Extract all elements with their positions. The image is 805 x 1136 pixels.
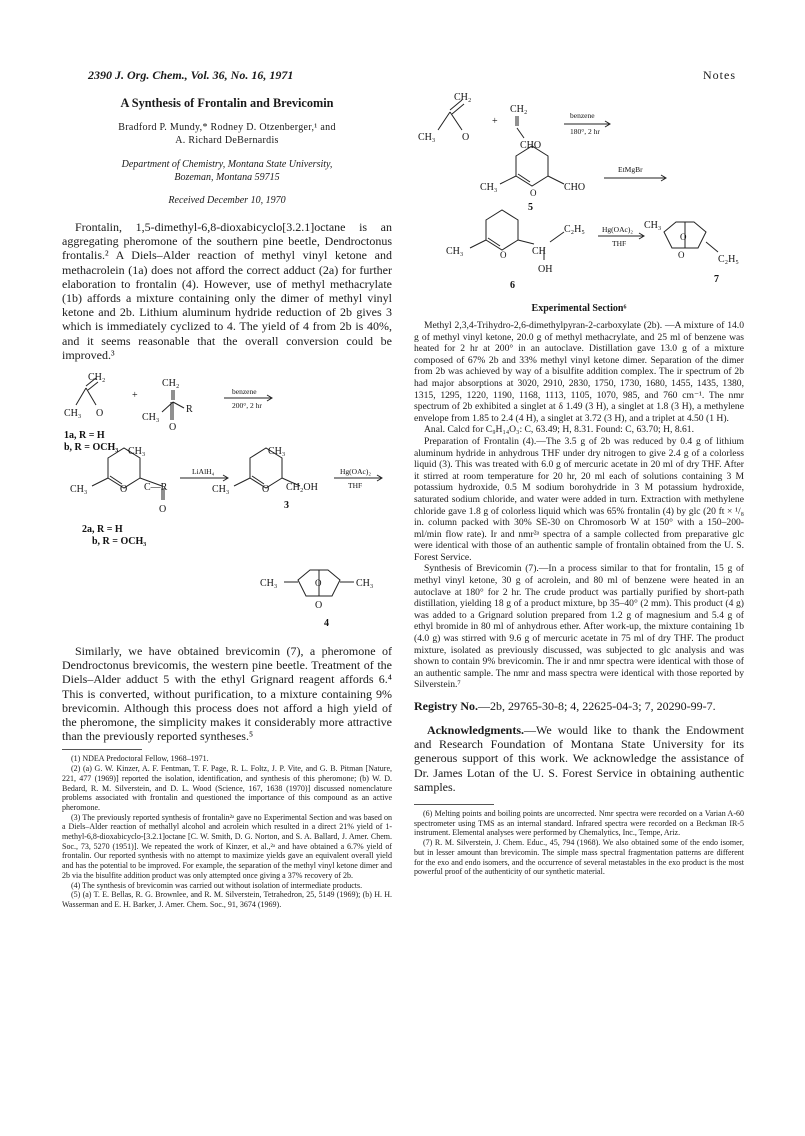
reaction-scheme-frontalin (62, 368, 392, 638)
authors-line-2: A. Richard DeBernardis (175, 135, 279, 146)
running-header (88, 68, 736, 88)
reagent-hg-right: Hg(OAc)₂ (602, 225, 633, 234)
footnote-7: (7) R. M. Silverstein, J. Chem. Educ., 45, 794 (1968). We also obtained some of the endo isomer, but in lesser amount than brevicomin. The simple mass spectral fragmentation patterns are different for the exo and endo isomers, and the occurrence of several metastables in the exo product is the most powerful proof of the authenticity of our synthetic material. (414, 838, 744, 877)
svg-text:CH₃: CH₃ (446, 246, 464, 257)
svg-text:CH₃: CH₃ (644, 220, 662, 231)
experimental-frontalin: Preparation of Frontalin (4).—The 3.5 g of 2b was reduced by 0.4 g of lithium aluminum hydride in anhydrous THF under dry nitrogen to give 2.4 g of a colorless liquid (3). This was treated with 6.0 g of mercuric acetate in 20 ml of dry THF. After it stirred at room temperature for 20 hr, 20 ml each of solutions containing 3 M potassium hydroxide, 0.5 M sodium borohydride in 3 M potassium hydroxide, saturated sodium chloride, and water were added in turn. Extraction with methylene chloride gave 1.8 g of colorless liquid which was 65% frontalin (4) by glc (20 ft × ¹/₈ in. column packed with 30% SE-30 on Chromosorb W at 150° with a 150–200-ml/min flow rate). Ir and nmr²ᵃ spectra of a sample collected from preparative glc were identical with those of an authentic sample of frontalin obtained from the U. S. Forest Service. (414, 435, 744, 563)
label-6: 6 (510, 280, 515, 291)
label-4: 4 (324, 618, 329, 630)
footnote-6: (6) Melting points and boiling points are uncorrected. Nmr spectra were recorded on a Varian A-60 spectrometer using TMS as an internal standard. Infrared spectra were recorded on a Beckman IR-5 instrument. Elemental analyses were performed by Chemalytics, Inc., Tempe, Ariz. (414, 809, 744, 838)
svg-text:CH₃: CH₃ (212, 484, 230, 496)
svg-text:CH₃: CH₃ (70, 484, 88, 496)
svg-text:O: O (315, 578, 322, 589)
svg-text:O: O (530, 188, 537, 198)
svg-text:O: O (169, 422, 177, 434)
svg-text:CH₂OH: CH₂OH (286, 482, 318, 494)
footnote-rule (62, 749, 142, 750)
svg-text:O: O (96, 408, 104, 420)
label-1a: 1a, R = H (64, 430, 105, 442)
registry-text: —2b, 29765-30-8; 4, 22625-04-3; 7, 20290-99-7. (477, 699, 716, 713)
reagent-lialh4: LiAlH₄ (192, 467, 215, 477)
footnote-2: (2) (a) G. W. Kinzer, A. F. Fentman, T. F. Page, R. L. Foltz, J. P. Vite, and G. B. Pitman [Nature, 221, 477 (1969)] reported the isolation, identification, and synthesis of this pheromone; (b) W. D. Bedard, R. M. Silverstein, and D. L. Wood (Science, 167, 1638 (1970)] discussed nomenclature problems associated with frontalin and questioned the importance of this compound as an active pheromone. (62, 764, 392, 812)
svg-text:O: O (678, 250, 685, 260)
svg-text:CH₃: CH₃ (142, 412, 160, 424)
experimental-analysis: Anal. Calcd for C₉H₁₄O₃: C, 63.49; H, 8.31. Found: C, 63.70; H, 8.61. (424, 424, 695, 436)
svg-text:CH₃: CH₃ (64, 408, 82, 420)
ack-text: —We would like to thank the Endowment and Research Foundation of Montana State University for its generous support of this work. We acknowledge the assistance of Dr. James Lotan of the U. S. Forest Service in obtaining authentic samples. (414, 723, 744, 794)
label-1b: b, R = OCH₃ (64, 442, 119, 454)
experimental-heading: Experimental Section⁶ (531, 303, 627, 314)
footnote-4: (4) The synthesis of brevicomin was carried out without isolation of intermediate products. (71, 880, 363, 890)
svg-text:O: O (120, 484, 128, 496)
svg-text:C₂H₅: C₂H₅ (564, 224, 585, 235)
footnote-3: (3) The previously reported synthesis of frontalin²ᵃ gave no Experimental Section and was based on a Diels–Alder reaction of methallyl alcohol and acrolein which resulted in a direct 21% yield of 1-methyl-6,8-dioxabicyclo-[3.2.1]octane [C. W. Smith, D. G. Norton, and S. A. Ballard, J. Amer. Chem. Soc., 73, 5270 (1951)]. We repeated the work of Kinzer, et al.,²ᵃ and have obtained a 6.7% yield of frontalin. Our reported synthesis with no attempt to maximize yields gave an equivalent overall yield and has the potential to be improved. For example, the separation of the methyl vinyl ketone dimer and 2b via the bisulfite addition product was only attempted once giving a 37% recovery of 2b. (62, 812, 392, 880)
received-date: Received December 10, 1970 (168, 195, 286, 206)
reagent-thf-right: THF (612, 239, 627, 248)
svg-text:O: O (159, 504, 167, 516)
svg-text:C₂H₅: C₂H₅ (718, 254, 739, 265)
reagent-temp-right: 180°, 2 hr (570, 127, 600, 136)
reaction-scheme-brevicomin (414, 92, 744, 297)
registry-numbers (414, 699, 744, 713)
svg-text:CH₃: CH₃ (480, 182, 498, 193)
label-7: 7 (714, 274, 719, 285)
footnote-1: (1) NDEA Predoctoral Fellow, 1968–1971. (71, 754, 209, 764)
reagent-benzene-left: benzene (232, 387, 257, 397)
footnotes-left (62, 754, 392, 909)
experimental-brevicomin: Synthesis of Brevicomin (7).—In a process similar to that for frontalin, 15 g of methyl vinyl ketone, 30 g of acrolein, and 80 ml of benzene were heated in an autoclave at 180° for 2 hr. The crude product was partially purified by short-path distillation, yielding 18 g of a product mixture, bp 35–40° (2 mm). This product (4 g) was added to a Grignard solution prepared from 1.2 g of magnesium and 5.4 g of ethyl bromide in 80 ml of anhydrous ether. After work-up, the mixture containing 1b (4.0 g) was stirred with 9.6 g of mercuric acetate in 75 ml of dry THF. The product mixture, isolated as previously discussed, was subjected to glc analysis and was shown to contain 9% brevicomin. The ir and nmr spectra were identical with those of an authentic sample. The nmr and mass spectra were identical with those reported by Silverstein.⁷ (414, 563, 744, 691)
svg-text:CH: CH (532, 246, 546, 257)
affiliation-line-2: Bozeman, Montana 59715 (174, 172, 280, 183)
affiliation-line-1: Department of Chemistry, Montana State University, (121, 159, 333, 170)
svg-text:OH: OH (538, 264, 553, 275)
svg-text:CH₃: CH₃ (268, 446, 286, 458)
acknowledgments (414, 723, 744, 794)
svg-text:CHO: CHO (520, 140, 542, 151)
label-3: 3 (284, 500, 289, 512)
footnote-rule-right (414, 804, 494, 805)
brevicomin-paragraph: Similarly, we have obtained brevicomin (7), a pheromone of Dendroctonus brevicomis, the western pine beetle. Treatment of the Diels–Alder adduct 5 with the ethyl Grignard reagent affords 6.⁴ This is converted, without purification, to a mixture containing 9% brevicomin. Although this process does not afford a high yield of the pheromone, the simplicity makes it considerably more attractive than the previously reported syntheses.⁵ (62, 644, 392, 744)
reagent-temp-left: 200°, 2 hr (232, 401, 262, 411)
svg-text:+: + (132, 390, 138, 402)
intro-paragraph: Frontalin, 1,5-dimethyl-6,8-dioxabicyclo[3.2.1]octane is an aggregating pheromone of the southern pine beetle, Dendroctonus frontalis.² A Diels–Alder reaction of methyl vinyl ketone and methacrolein (1a) does not afford the correct adduct (2a) for further elaboration to frontalin (4). However, use of methyl methacrylate (1b) affords a mixture containing only the dimer of methyl vinyl ketone and 2b. Lithium aluminum hydride reduction of 2b gives 3 which is immediately cyclized to 4. The yield of 4 from 2b is 40%, and it seems reasonable that the overall conversion could be improved.³ (62, 220, 392, 362)
label-2b: b, R = OCH₃ (92, 536, 147, 548)
author-list (62, 121, 392, 147)
svg-text:C—R: C—R (144, 482, 168, 494)
footnotes-right (414, 809, 744, 877)
label-2a: 2a, R = H (82, 524, 123, 536)
svg-text:CH₂: CH₂ (162, 378, 180, 390)
svg-text:O: O (315, 600, 323, 612)
section-label: Notes (703, 68, 736, 82)
reagent-etmgbr: EtMgBr (618, 165, 643, 174)
affiliation (62, 158, 392, 184)
svg-text:CH₂: CH₂ (510, 104, 528, 115)
svg-text:O: O (262, 484, 270, 496)
svg-text:CH₂: CH₂ (88, 372, 106, 384)
svg-text:CH₃: CH₃ (418, 132, 436, 143)
svg-text:O: O (462, 132, 470, 143)
ack-label: Acknowledgments. (427, 723, 525, 737)
footnote-5: (5) (a) T. E. Bellas, R. G. Brownlee, and R. M. Silverstein, Tetrahedron, 25, 5149 (1969); (b) H. H. Wasserman and E. H. Barker, J. Amer. Chem. Soc., 91, 3674 (1969). (62, 890, 392, 909)
right-column (414, 92, 744, 877)
label-5: 5 (528, 202, 533, 213)
svg-text:CH₃: CH₃ (128, 446, 146, 458)
reagent-benzene-right: benzene (570, 111, 595, 120)
article-title: A Synthesis of Frontalin and Brevicomin (120, 96, 334, 110)
authors-line-1: Bradford P. Mundy,* Rodney D. Otzenberger,¹ and (118, 122, 336, 133)
svg-text:CH₃: CH₃ (260, 578, 278, 590)
svg-text:CH₂: CH₂ (454, 92, 472, 103)
svg-text:CH₃: CH₃ (356, 578, 374, 590)
reagent-thf-left: THF (348, 481, 363, 491)
reagent-hg-left: Hg(OAc)₂ (340, 467, 371, 477)
registry-label: Registry No. (414, 699, 478, 713)
svg-text:CHO: CHO (564, 182, 586, 193)
svg-text:O: O (500, 250, 507, 260)
journal-citation: 2390 J. Org. Chem., Vol. 36, No. 16, 1971 (88, 68, 294, 82)
experimental-2b: Methyl 2,3,4-Trihydro-2,6-dimethylpyran-2-carboxylate (2b). —A mixture of 14.0 g of methyl vinyl ketone, 20.0 g of methyl methacrylate, and 25 ml of benzene was heated for 2 hr at 200° in an autoclave. Distillation gave 13.0 g of a mixture composed of 67% 2b and 33% methyl vinyl ketone dimer. Separation of the dimer from 2b was achieved by way of a bisulfite addition complex. The ir spectrum of 2b had major absorptions at 3020, 2910, 2830, 1750, 1730, 1680, 1455, 1435, 1380, 1315, 1295, 1220, 1190, 1168, 1113, 1105, 1070, 985, and 760 cm⁻¹. The nmr spectrum of 2b exhibited a singlet at δ 1.49 (3 H), a singlet at 1.8 (3 H), a methylene envelope from 1.85 to 2.4 (4 H), a singlet at 3.72 (3 H), and a triplet at 4.50 (1 H). (414, 320, 744, 424)
svg-text:+: + (492, 116, 498, 127)
left-column (62, 92, 392, 910)
svg-text:O: O (680, 232, 687, 242)
svg-text:R: R (186, 404, 193, 416)
